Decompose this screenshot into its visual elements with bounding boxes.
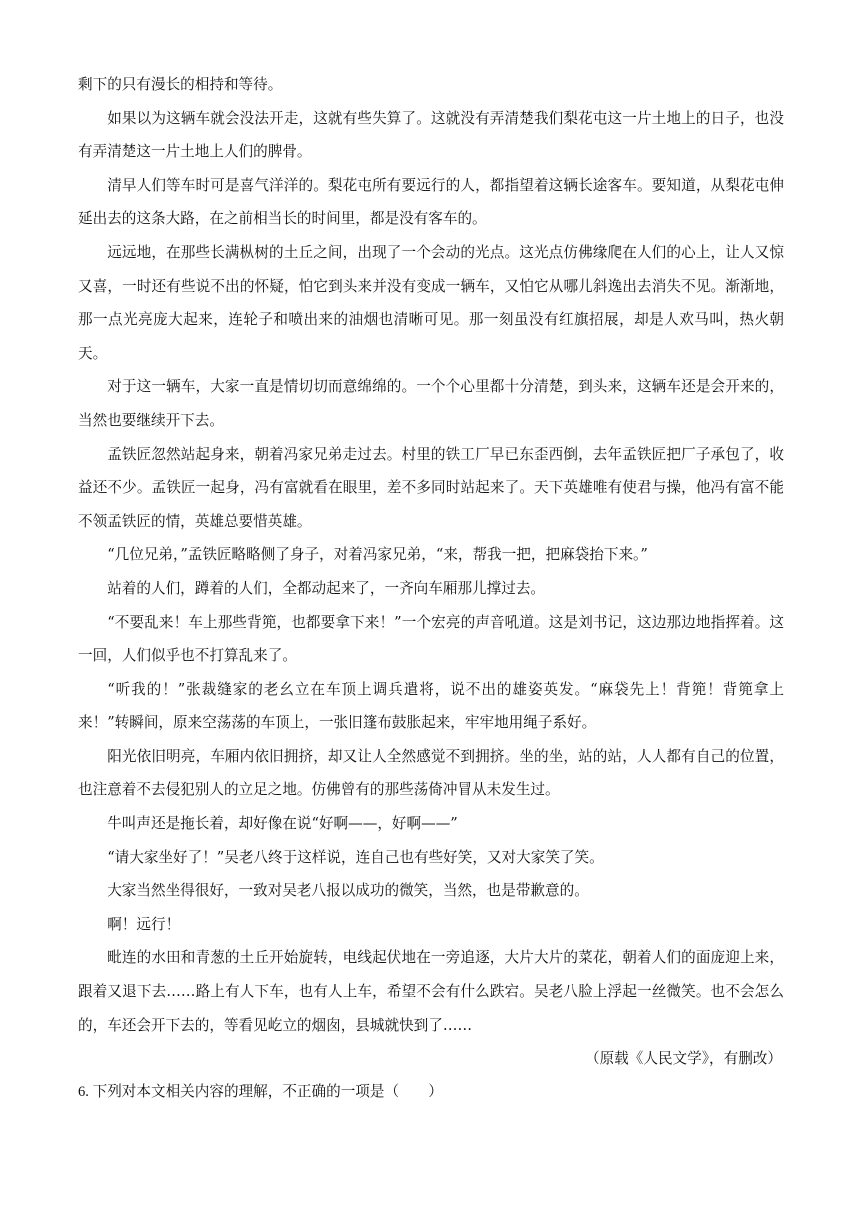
paragraph-2: 如果以为这辆车就会没法开走，这就有些失算了。这就没有弄清楚我们梨花屯这一片土地上的日子，也没有弄清楚这一片土地上人们的脾骨。	[78, 109, 784, 161]
paragraph-5: 对于这一辆车，大家一直是情切切而意绵绵的。一个个心里都十分清楚，到头来，这辆车还是会开来的，当然也要继续开下去。	[78, 378, 784, 429]
paragraph-8: 站着的人们，蹲着的人们，全都动起来了，一齐向车厢那儿撑过去。	[107, 579, 546, 597]
document-page	[78, 68, 784, 1109]
paragraph-11: 阳光依旧明亮，车厢内依旧拥挤，却又让人全然感觉不到拥挤。坐的坐，站的站，人人都有自己的位置，也注意着不去侵犯别人的立足之地。仿佛曾有的那些荡倚冲冒从未发生过。	[78, 747, 784, 799]
paragraph-13: “请大家坐好了！”吴老八终于这样说，连自己也有些好笑，又对大家笑了笑。	[107, 848, 604, 866]
paragraph-10: “听我的！”张裁缝家的老幺立在车顶上调兵遣将，说不出的雄姿英发。“麻袋先上！背篼！背篼拿上来！”转瞬间，原来空荡荡的车顶上，一张旧篷布鼓胀起来，牢牢地用绳子系好。	[78, 680, 784, 732]
question-6-stem: 6. 下列对本文相关内容的理解，不正确的一项是（ ）	[78, 1083, 443, 1100]
paragraph-7: “几位兄弟，”孟铁匠略略侧了身子，对着冯家兄弟，“来，帮我一把，把麻袋抬下来。”	[107, 546, 648, 564]
paragraph-14: 大家当然坐得很好，一致对吴老八报以成功的微笑，当然，也是带歉意的。	[107, 882, 589, 900]
paragraph-15: 啊！远行！	[107, 915, 181, 933]
paragraph-3: 清早人们等车时可是喜气洋洋的。梨花屯所有要远行的人，都指望着这辆长途客车。要知道，从梨花屯伸延出去的这条大路，在之前相当长的时间里，都是没有客车的。	[78, 176, 784, 228]
paragraph-9: “不要乱来！车上那些背篼，也都要拿下来！”一个宏亮的声音吼道。这是刘书记，这边那边地指挥着。这一回，人们似乎也不打算乱来了。	[78, 613, 784, 665]
paragraph-6: 孟铁匠忽然站起身来，朝着冯家兄弟走过去。村里的铁工厂早已东歪西倒，去年孟铁匠把厂子承包了，收益还不少。孟铁匠一起身，冯有富就看在眼里，差不多同时站起来了。天下英雄唯有使君与操，他冯有富不能不领孟铁匠的情，英雄总要惜英雄。	[78, 445, 784, 530]
paragraph-4: 远远地，在那些长满枞树的土丘之间，出现了一个会动的光点。这光点仿佛缘爬在人们的心上，让人又惊又喜，一时还有些说不出的怀疑，怕它到头来并没有变成一辆车，又怕它从哪儿斜逸出去消失不见。渐渐地，那一点光亮庞大起来，连轮子和喷出来的油烟也清晰可见。那一刻虽没有红旗招展，却是人欢马叫，热火朝天。	[78, 243, 784, 362]
paragraph-1: 剩下的只有漫长的相持和等待。	[78, 76, 283, 93]
article-source: （原载《人民文学》，有删改）	[584, 1050, 782, 1068]
paragraph-12: 牛叫声还是拖长着，却好像在说“好啊——，好啊——”	[107, 815, 458, 833]
paragraph-16: 毗连的水田和青葱的土丘开始旋转，电线起伏地在一旁追逐，大片大片的菜花，朝着人们的面庞迎上来，跟着又退下去……路上有人下车，也有人上车，希望不会有什么跌宕。吴老八脸上浮起一丝微笑。也不会怎么的，车还会开下去的，等看见屹立的烟囱，县城就快到了……	[78, 949, 784, 1034]
